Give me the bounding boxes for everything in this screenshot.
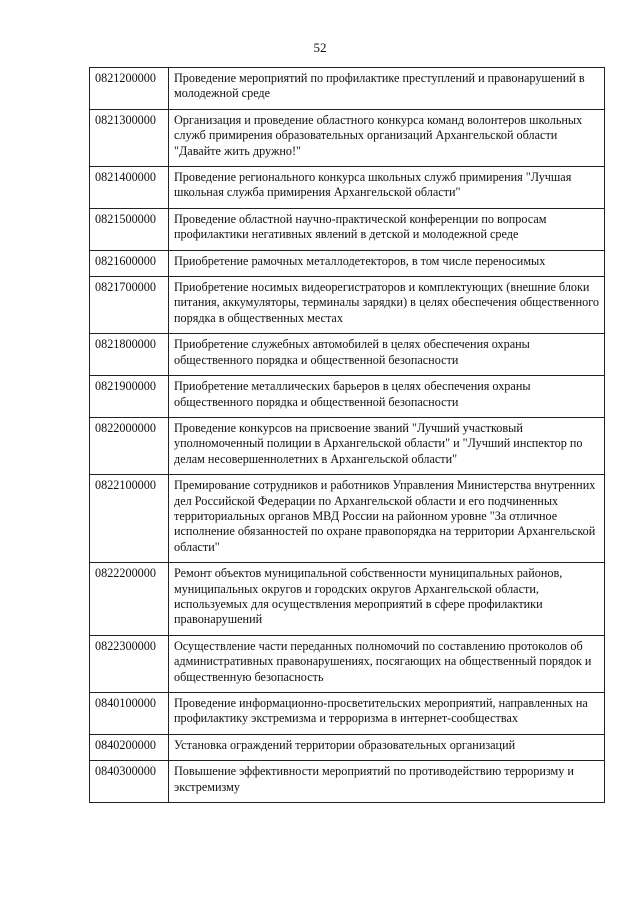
- table-row: [90, 417, 605, 474]
- code-cell: 0821700000: [90, 277, 169, 334]
- code-cell: 0821300000: [90, 109, 169, 166]
- code-cell: 0822000000: [90, 417, 169, 474]
- description-cell: Приобретение металлических барьеров в целях обеспечения охраны общественного порядка и общественной безопасности: [169, 376, 605, 418]
- table-row: [90, 734, 605, 760]
- description-cell: Приобретение рамочных металлодетекторов, в том числе переносимых: [169, 250, 605, 276]
- code-cell: 0840300000: [90, 761, 169, 803]
- table-row: [90, 250, 605, 276]
- code-cell: 0821400000: [90, 167, 169, 209]
- description-cell: Проведение конкурсов на присвоение званий "Лучший участковый уполномоченный полиции в Архангельской области" и "Лучший инспектор по делам несовершеннолетних в Архангельской области": [169, 417, 605, 474]
- description-cell: Приобретение служебных автомобилей в целях обеспечения охраны общественного порядка и общественной безопасности: [169, 334, 605, 376]
- budget-code-table: [89, 67, 605, 803]
- code-cell: 0822100000: [90, 475, 169, 563]
- description-cell: Установка ограждений территории образовательных организаций: [169, 734, 605, 760]
- table-row: [90, 208, 605, 250]
- table-body: [90, 68, 605, 803]
- table-row: [90, 563, 605, 636]
- code-cell: 0821800000: [90, 334, 169, 376]
- description-cell: Ремонт объектов муниципальной собственности муниципальных районов, муниципальных округов и городских округов Архангельской области, используемых для осуществления мероприятий в сфере профилактики правонарушений: [169, 563, 605, 636]
- description-cell: Приобретение носимых видеорегистраторов и комплектующих (внешние блоки питания, аккумуляторы, терминалы зарядки) в целях обеспечения общественного порядка в общественных местах: [169, 277, 605, 334]
- code-cell: 0821200000: [90, 68, 169, 110]
- table-row: [90, 167, 605, 209]
- code-cell: 0821600000: [90, 250, 169, 276]
- description-cell: Повышение эффективности мероприятий по противодействию терроризму и экстремизму: [169, 761, 605, 803]
- table-row: [90, 68, 605, 110]
- description-cell: Премирование сотрудников и работников Управления Министерства внутренних дел Российской Федерации по Архангельской области и его подчиненных территориальных органов МВД России на районном уровне "За отличное исполнение обязанностей по охране правопорядка на территории Архангельской области": [169, 475, 605, 563]
- table-row: [90, 761, 605, 803]
- table-row: [90, 693, 605, 735]
- code-cell: 0822200000: [90, 563, 169, 636]
- description-cell: Проведение областной научно-практической конференции по вопросам профилактики негативных явлений в детской и молодежной среде: [169, 208, 605, 250]
- table-row: [90, 475, 605, 563]
- description-cell: Проведение мероприятий по профилактике преступлений и правонарушений в молодежной среде: [169, 68, 605, 110]
- code-cell: 0840200000: [90, 734, 169, 760]
- table-row: [90, 376, 605, 418]
- table-row: [90, 277, 605, 334]
- table-row: [90, 109, 605, 166]
- table-row: [90, 635, 605, 692]
- description-cell: Проведение регионального конкурса школьных служб примирения "Лучшая школьная служба примирения Архангельской области": [169, 167, 605, 209]
- code-cell: 0822300000: [90, 635, 169, 692]
- description-cell: Организация и проведение областного конкурса команд волонтеров школьных служб примирения образовательных организаций Архангельской области "Давайте жить дружно!": [169, 109, 605, 166]
- table-row: [90, 334, 605, 376]
- page-number: 52: [313, 40, 327, 55]
- code-cell: 0840100000: [90, 693, 169, 735]
- description-cell: Осуществление части переданных полномочий по составлению протоколов об административных правонарушениях, посягающих на общественный порядок и общественную безопасность: [169, 635, 605, 692]
- code-cell: 0821500000: [90, 208, 169, 250]
- code-cell: 0821900000: [90, 376, 169, 418]
- description-cell: Проведение информационно-просветительских мероприятий, направленных на профилактику экстремизма и терроризма в интернет-сообществах: [169, 693, 605, 735]
